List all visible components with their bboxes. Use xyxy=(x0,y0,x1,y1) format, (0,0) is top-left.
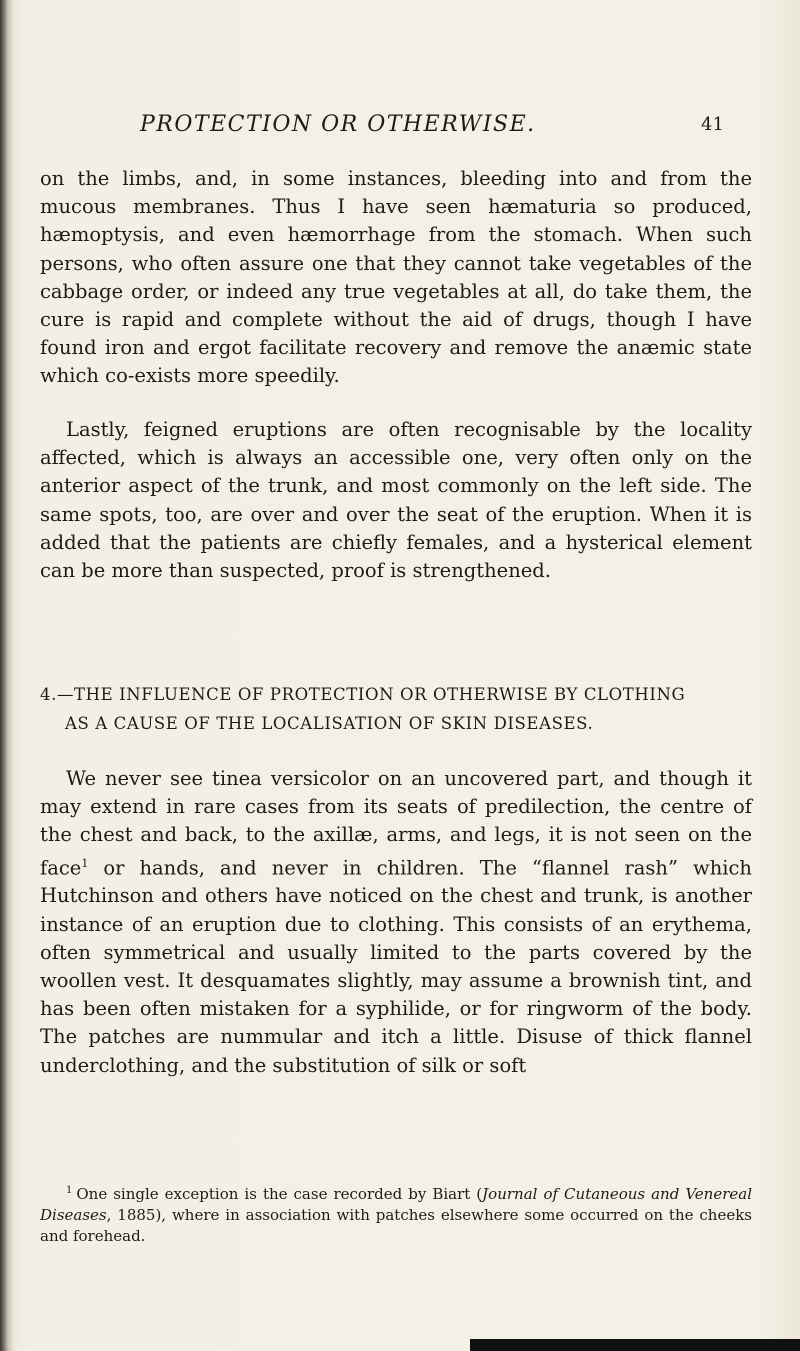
footnote-journal-title: Journal of Cutaneous and Venereal Diseases xyxy=(40,1185,752,1224)
footnote-marker: 1 xyxy=(66,1185,73,1196)
paragraph-continuation: on the limbs, and, in some instances, bleeding into and from the mucous membranes. Thus I have seen hæmaturia so produced, hæmoptysis, and even hæmorrhage from the stomach. When such persons, who often assure one that they cannot take vegetables of the cabbage order, or indeed any true vegetables at all, do take them, the cure is rapid and complete without the aid of drugs, though I have found iron and ergot facilitate recovery and remove the anæmic state which co-exists more speedily. xyxy=(40,167,752,388)
footnote-text-part1: One single exception is the case recorded by Biart ( xyxy=(76,1185,483,1203)
footnote-text-part2: , 1885), where in association with patches elsewhere some occurred on the cheeks and forehead. xyxy=(40,1206,752,1245)
page-edge-rule xyxy=(470,1339,800,1351)
footnote xyxy=(40,1180,752,1247)
page-number: 41 xyxy=(701,114,724,135)
paragraph-tinea-versicolor xyxy=(40,765,752,1080)
running-head xyxy=(140,112,740,142)
paragraph-text-part2: or hands, and never in children. The “flannel rash” which Hutchinson and others have noticed on the chest and trunk, is another instance of an eruption due to clothing. This consists of an erythema, often symmetrical and usually limited to the parts covered by the woollen vest. It desquamates slightly, may assume a brownish tint, and has been often mistaken for a syphilide, or for ringworm of the body. The patches are nummular and itch a little. Disuse of thick flannel underclothing, and the substitution of silk or soft xyxy=(40,856,752,1077)
footnote-reference: 1 xyxy=(81,856,89,870)
section-heading xyxy=(40,680,752,738)
running-title: PROTECTION OR OTHERWISE. xyxy=(140,112,536,137)
binding-shadow xyxy=(0,0,14,1351)
section-heading-line2: AS A CAUSE OF THE LOCALISATION OF SKIN DISEASES. xyxy=(65,714,594,733)
paragraph-text-part1: We never see tinea versicolor on an uncovered part, and though it may extend in rare cases from its seats of predilection, the centre of the chest and back, to the axillæ, arms, and legs, it is not seen on the face xyxy=(40,767,752,880)
paragraph-feigned-eruptions: Lastly, feigned eruptions are often recognisable by the locality affected, which is always an accessible one, very often only on the anterior aspect of the trunk, and most commonly on the left side. The same spots, too, are over and over the seat of the eruption. When it is added that the patients are chiefly females, and a hysterical element can be more than suspected, proof is strengthened. xyxy=(40,418,752,583)
section-heading-line1: 4.—THE INFLUENCE OF PROTECTION OR OTHERWISE BY CLOTHING xyxy=(40,685,686,704)
